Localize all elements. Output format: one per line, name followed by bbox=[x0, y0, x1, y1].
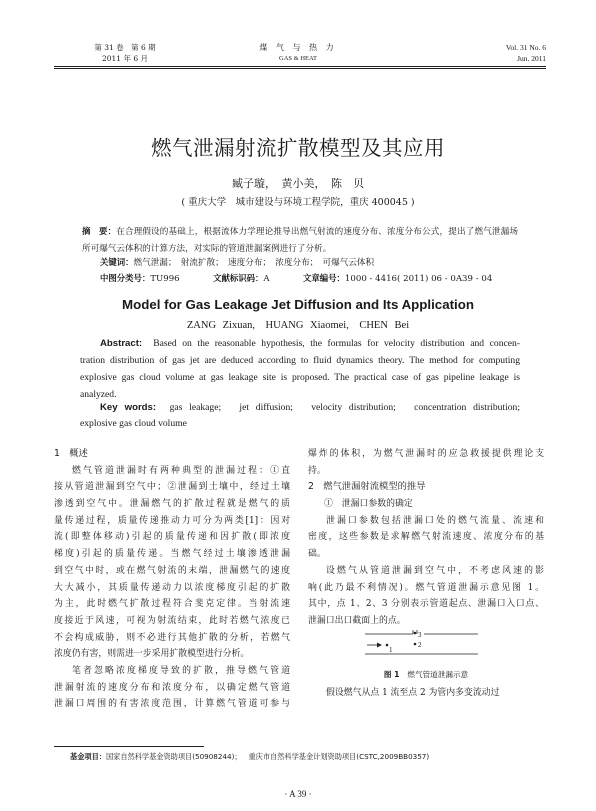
paragraph-line: 不会构成威胁，则不必进行其他扩散的分析，若燃气 bbox=[54, 632, 290, 643]
header-rule-bottom bbox=[54, 68, 546, 69]
paragraph-line: 爆炸的体积，为燃气泄漏时的应急救援提供理论支 bbox=[308, 449, 544, 459]
page-number: · A 39 · bbox=[284, 789, 312, 799]
paragraph-line: 泄漏口出口截面上的点。 bbox=[308, 615, 406, 626]
paper-title-en: Model for Gas Leakage Jet Diffusion and Its Application bbox=[122, 297, 474, 312]
point-1-label: 1 bbox=[389, 646, 393, 654]
keywords-en bbox=[80, 400, 520, 432]
figure-1-pipe-leak-diagram bbox=[360, 630, 510, 674]
abstract-en-label: Abstract: bbox=[100, 338, 143, 349]
paragraph-line: 流(即整体移动)引起的质量传递和因扩散(即浓度 bbox=[54, 532, 290, 543]
publication-date: 2011 年 6 月 bbox=[101, 54, 148, 63]
paragraph-line: 梯度)引起的质量传递。当燃气经过土壤渗透泄漏 bbox=[54, 549, 290, 560]
paragraph-line: 接从管道泄漏到空气中；②泄漏到土壤中，经过土壤 bbox=[54, 482, 290, 493]
paragraph-line: 泄漏口周围的有害浓度范围，计算燃气管道可参与 bbox=[54, 699, 290, 710]
paragraph-line: 础。 bbox=[308, 549, 326, 560]
affiliation-cn: ( 重庆大学 城市建设与环境工程学院，重庆 400045 ) bbox=[181, 197, 415, 208]
abstract-en-line: explosive gas cloud volume at gas leakage site is proposed. The practical case of gas pipeline leakage is bbox=[80, 372, 520, 383]
paragraph-line: 渗透到空气中。泄漏燃气的扩散过程就是燃气的质 bbox=[54, 499, 290, 510]
paragraph-line: 大大减小，其质量传递动力以浓度梯度引起的扩散 bbox=[54, 582, 290, 593]
doc-code-label: 文献标识码： bbox=[213, 273, 264, 283]
paragraph-line: 响(此乃最不利情况)。燃气管道泄漏示意见图 1。 bbox=[308, 582, 544, 593]
abstract-en-line: tration distribution of gas jet are deduced according to fluid dynamics theory. The method for computing bbox=[80, 355, 520, 366]
keywords-en-line: Key words: gas leakage; jet diffusion; velocity distribution; concentration distribution; bbox=[100, 402, 520, 413]
abstract-cn-label: 摘 要： bbox=[82, 226, 117, 236]
point-3-label: 3 bbox=[418, 631, 422, 639]
keywords-cn-text: 燃气泄漏； 射流扩散； 速度分布； 浓度分布； 可爆气云体积 bbox=[133, 258, 375, 268]
paragraph-line: 度接近于风速，可视为射流结束，此时若燃气浓度已 bbox=[54, 615, 290, 626]
paragraph-line: 设燃气从管道泄漏到空气中，不考虑风速的影 bbox=[326, 565, 544, 576]
point-1-marker bbox=[386, 644, 389, 647]
article-no-label: 文章编号： bbox=[303, 273, 345, 283]
subsection-heading: ① 泄漏口参数的确定 bbox=[324, 499, 413, 510]
journal-volume-info-en bbox=[466, 42, 546, 64]
figure-1-number: 图 1 bbox=[383, 670, 400, 679]
publication-date-en: Jun. 2011 bbox=[517, 54, 546, 63]
authors-cn: 臧子璇， 黄小美， 陈 贝 bbox=[232, 177, 364, 190]
figure-1-caption bbox=[308, 669, 544, 680]
body-column-right bbox=[308, 446, 544, 630]
figure-1-title: 燃气管道泄漏示意 bbox=[407, 670, 469, 679]
header-rule-top bbox=[54, 66, 546, 67]
paper-title-cn: 燃气泄漏射流扩散模型及其应用 bbox=[151, 136, 445, 160]
journal-volume-info bbox=[60, 42, 190, 64]
paragraph-line: 持。 bbox=[308, 465, 326, 476]
abstract-cn bbox=[82, 223, 518, 257]
paragraph-line: 笔者忽略浓度梯度导致的扩散，推导燃气管道 bbox=[72, 665, 290, 676]
doc-code-value: A bbox=[263, 274, 270, 284]
abstract-cn-text: 在合理假设的基础上，根据流体力学理论推导出燃气射流的速度分布、浓度分布公式，提出了燃气泄漏场所可爆气云体积的计算方法，对实际的管道泄漏案例进行了分析。 bbox=[82, 227, 518, 254]
paragraph-line: 泄漏射流的速度分布和浓度分布，以确定燃气管道 bbox=[54, 682, 290, 693]
journal-name-en: GAS & HEAT bbox=[279, 55, 317, 62]
paragraph-line: 为主，此时燃气扩散过程符合斐克定律。当射流速 bbox=[54, 599, 290, 610]
paragraph-line: 到空气中时，或在燃气射流的末端，泄漏燃气的速度 bbox=[54, 565, 290, 576]
point-3-marker bbox=[414, 632, 417, 635]
footnote-rule bbox=[54, 746, 204, 747]
journal-name bbox=[220, 42, 376, 64]
keywords-cn-label: 关键词： bbox=[100, 257, 134, 267]
funding-label: 基金项目： bbox=[70, 752, 106, 761]
point-2-label: 2 bbox=[418, 641, 422, 649]
keywords-en-label: Key words: bbox=[100, 402, 157, 413]
abstract-en bbox=[80, 335, 520, 403]
journal-name-cn: 煤 气 与 热 力 bbox=[259, 43, 337, 52]
keywords-en-line: explosive gas cloud volume bbox=[80, 418, 187, 429]
paragraph-line: 其中，点 1、2、3 分别表示管道起点、泄漏口入口点、 bbox=[308, 599, 544, 610]
paragraph-line: 泄漏口参数包括泄漏口处的燃气流量、流速和 bbox=[326, 515, 544, 526]
classification-line bbox=[100, 272, 560, 285]
funding-project-1: 国家自然科学基金资助项目(50908244)； bbox=[105, 752, 242, 761]
paragraph-line: 假设燃气从点 1 流至点 2 为管内多变流动过 bbox=[326, 688, 500, 698]
volume-issue-en: Vol. 31 No. 6 bbox=[505, 43, 546, 52]
funding-project-2: 重庆市自然科学基金计划资助项目(CSTC,2009BB0357) bbox=[248, 752, 430, 761]
flow-arrow-head bbox=[377, 643, 382, 648]
clc-label: 中图分类号： bbox=[100, 273, 151, 283]
point-2-marker bbox=[414, 643, 417, 646]
keywords-cn bbox=[100, 256, 520, 269]
paragraph-line: 量传递过程，质量传递推动力可分为两类[1]：因对 bbox=[54, 515, 290, 526]
abstract-en-line: analyzed. bbox=[80, 389, 117, 400]
funding-footnote bbox=[70, 752, 550, 762]
paragraph-line: 密度，这些参数是求解燃气射流速度、浓度分布的基 bbox=[308, 532, 544, 543]
clc-value: TU996 bbox=[150, 274, 180, 284]
abstract-en-line: Abstract: Based on the reasonable hypothesis, the formulas for velocity distribution and concen- bbox=[100, 338, 520, 349]
volume-issue: 第 31 卷 第 6 期 bbox=[94, 43, 156, 52]
section-heading: 2 燃气泄漏射流模型的推导 bbox=[308, 481, 426, 493]
authors-en: ZANG Zixuan, HUANG Xiaomei, CHEN Bei bbox=[186, 320, 410, 331]
body-text-after-figure bbox=[308, 685, 544, 702]
article-no-value: 1000 - 4416( 2011) 06 - 0A39 - 04 bbox=[344, 274, 493, 284]
paragraph-line: 燃气管道泄漏时有两种典型的泄漏过程：①直 bbox=[72, 465, 290, 476]
section-heading: 1 概述 bbox=[54, 448, 88, 459]
body-column-left bbox=[54, 446, 290, 713]
paragraph-line: 浓度仍有害，则需进一步采用扩散模型进行分析。 bbox=[54, 649, 250, 660]
